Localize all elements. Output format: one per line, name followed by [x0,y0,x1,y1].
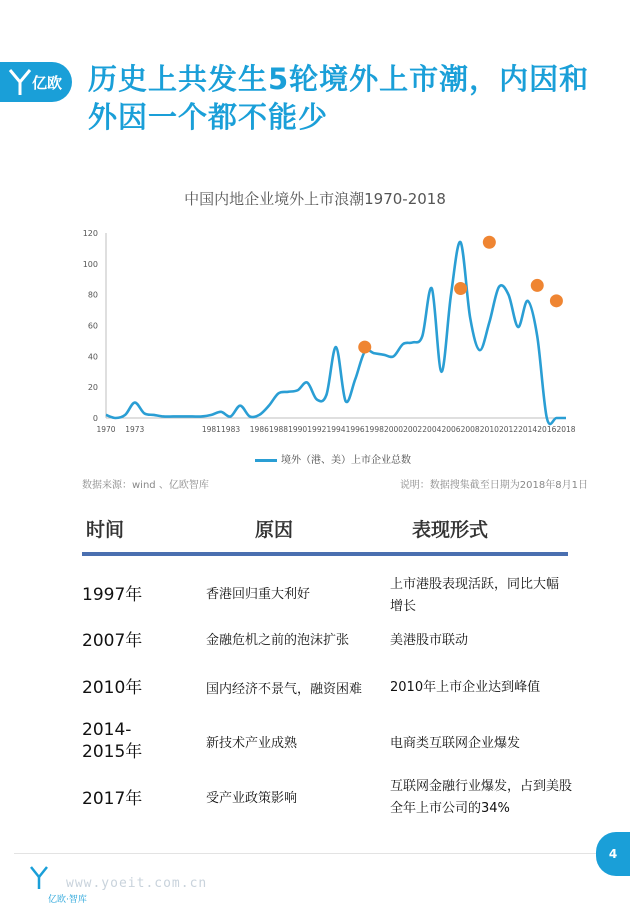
brand-name: 亿欧 [32,74,63,92]
x-tick-label: 2010 [479,425,499,434]
row-cause: 金融危机之前的泡沫扩张 [206,633,350,648]
footer-logo-text: 亿欧·智库 [48,895,87,905]
x-tick-label: 1983 [221,425,241,434]
x-tick-label: 1973 [125,425,145,434]
page-title: 历史上共发生5轮境外上市潮，内因和外因一个都不能少 [88,62,590,134]
footer-divider [14,853,616,854]
x-tick-label: 1981 [201,425,221,434]
row-cause: 香港回归重大利好 [206,587,311,602]
peak-marker [550,294,563,307]
row-year: 2010年 [82,678,143,698]
row-form: 互联网金融行业爆发，占到美股全年上市公司的34% [390,779,573,816]
data-note: 说明：数据搜集截至日期为2018年8月1日 [399,480,588,491]
x-tick-label: 1996 [345,425,365,434]
y-tick-label: 80 [87,290,98,300]
row-cause: 新技术产业成熟 [206,736,298,751]
peak-marker [454,282,467,295]
y-tick-label: 60 [87,321,98,331]
x-tick-label: 2002 [403,425,423,434]
y-tick-label: 0 [92,414,98,423]
x-tick-label: 2018 [556,425,576,434]
row-form: 电商类互联网企业爆发 [390,736,521,751]
row-year: 2017年 [82,789,143,809]
chart-title: 中国内地企业境外上市浪潮1970-2018 [184,190,446,208]
x-tick-label: 1992 [307,425,327,434]
row-cause: 国内经济不景气，融资困难 [206,682,363,697]
legend-label: 境外（港、美）上市企业总数 [281,455,411,466]
y-tick-label: 40 [87,352,98,362]
x-tick-label: 2008 [460,425,480,434]
x-tick-label: 2012 [498,425,519,434]
brand-logo-icon [8,68,32,96]
x-tick-label: 1994 [326,425,346,434]
row-year: 1997年 [82,585,143,605]
x-tick-label: 2016 [537,425,557,434]
x-tick-label: 1986 [249,425,269,434]
chart-legend [255,451,411,466]
x-tick-label: 2014 [518,425,538,434]
line-chart [80,225,590,445]
row-year: 2014-2015年 [82,720,143,762]
peak-marker [358,341,371,354]
data-source: 数据来源：wind 、亿欧智库 [82,480,209,491]
header-time: 时间 [86,519,125,541]
table-header-rule [82,552,568,556]
footer-logo-icon [30,866,48,890]
watermark: www.yoeit.com.cn [66,876,208,891]
page-number: 4 [596,832,630,876]
row-cause: 受产业政策影响 [206,791,298,806]
x-tick-label: 1998 [364,425,384,434]
row-form: 2010年上市企业达到峰值 [390,680,541,695]
x-tick-label: 1988 [268,425,289,434]
y-tick-label: 120 [82,229,98,238]
row-year: 2007年 [82,631,143,651]
peak-marker [483,236,496,249]
legend-swatch [255,459,277,462]
x-tick-label: 1990 [288,425,308,434]
y-tick-label: 100 [82,259,98,269]
y-tick-label: 20 [87,383,98,393]
x-tick-label: 1970 [96,425,116,434]
row-form: 美港股市联动 [390,633,469,648]
x-tick-label: 2006 [441,425,461,434]
brand-logo-tab [0,62,72,102]
row-form: 上市港股表现活跃，同比大幅增长 [390,577,560,614]
header-form: 表现形式 [412,519,489,541]
header-reason: 原因 [255,519,294,541]
x-tick-label: 2004 [422,425,442,434]
peak-marker [531,279,544,292]
series-line [106,242,566,424]
x-tick-label: 2000 [383,425,404,434]
